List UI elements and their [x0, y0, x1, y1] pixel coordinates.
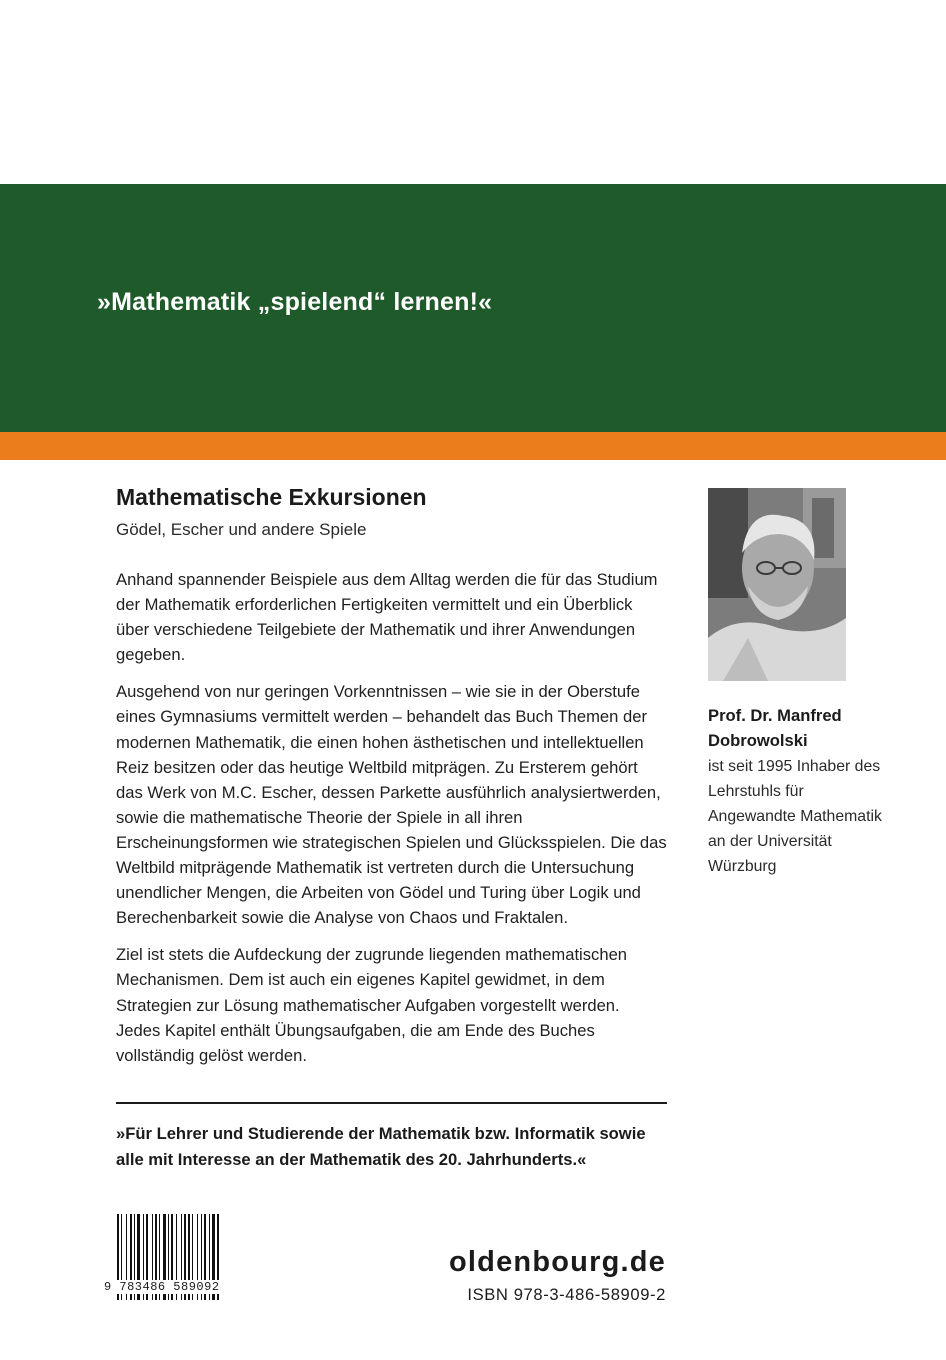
author-bio: ist seit 1995 Inhaber des Lehrstuhls für Angewandte Mathematik an der Universität Würzburg — [708, 758, 882, 875]
publisher-website: oldenbourg.de — [449, 1246, 666, 1278]
target-audience-quote: »Für Lehrer und Studierende der Mathematik bzw. Informatik sowie alle mit Interesse an der Mathematik des 20. Jahrhunderts.« — [116, 1124, 646, 1169]
description — [116, 567, 668, 1080]
author-photo — [708, 488, 846, 681]
author-name: Prof. Dr. Manfred Dobrowolski — [708, 706, 842, 750]
book-title: Mathematische Exkursionen — [116, 484, 427, 510]
description-paragraph: Ziel ist stets die Aufdeckung der zugrunde liegenden mathematischen Mechanismen. Dem ist auch ein eigenes Kapitel gewidmet, in dem Strategien zur Lösung mathematischer Aufgaben vorgestellt werden. Jedes Kapitel enthält Übungsaufgaben, die am Ende des Buches vollständig gelöst werden. — [116, 945, 628, 1065]
description-paragraph: Ausgehend von nur geringen Vorkenntnissen – wie sie in der Oberstufe eines Gymnasiums vermittelt werden – behandelt das Buch Themen der modernen Mathematik, die einen hohen ästhetischen und intellektuellen Reiz besitzen oder das heutige Weltbild mitprägen. Zu Ersterem gehört das Werk von M.C. Escher, dessen Parkette ausführlich analysiertwerden, sowie die mathematische Theorie der Spiele in all ihren Erscheinungsformen wie strategischen Spielen und Glücksspielen. Die das Weltbild mitprägende Mathematik ist vertreten durch die Untersuchung unendlicher Mengen, die Arbeiten von Gödel und Turing über Logik und Berechenbarkeit sowie die Analyse von Chaos und Fraktalen. — [116, 682, 667, 928]
orange-stripe — [0, 432, 946, 460]
barcode-digits: 9 783486 589092 — [104, 1280, 254, 1294]
divider-rule — [116, 1102, 667, 1104]
author-portrait-image — [708, 488, 846, 681]
description-paragraph: Anhand spannender Beispiele aus dem Alltag werden die für das Studium der Mathematik erforderlichen Fertigkeiten vermittelt und ein Überblick über verschiedene Teilgebiete der Mathematik und ihrer Anwendungen gegeben. — [116, 570, 658, 665]
slogan: »Mathematik „spielend“ lernen!« — [97, 288, 493, 316]
isbn-number: ISBN 978-3-486-58909-2 — [467, 1285, 666, 1304]
book-subtitle: Gödel, Escher und andere Spiele — [116, 520, 367, 539]
